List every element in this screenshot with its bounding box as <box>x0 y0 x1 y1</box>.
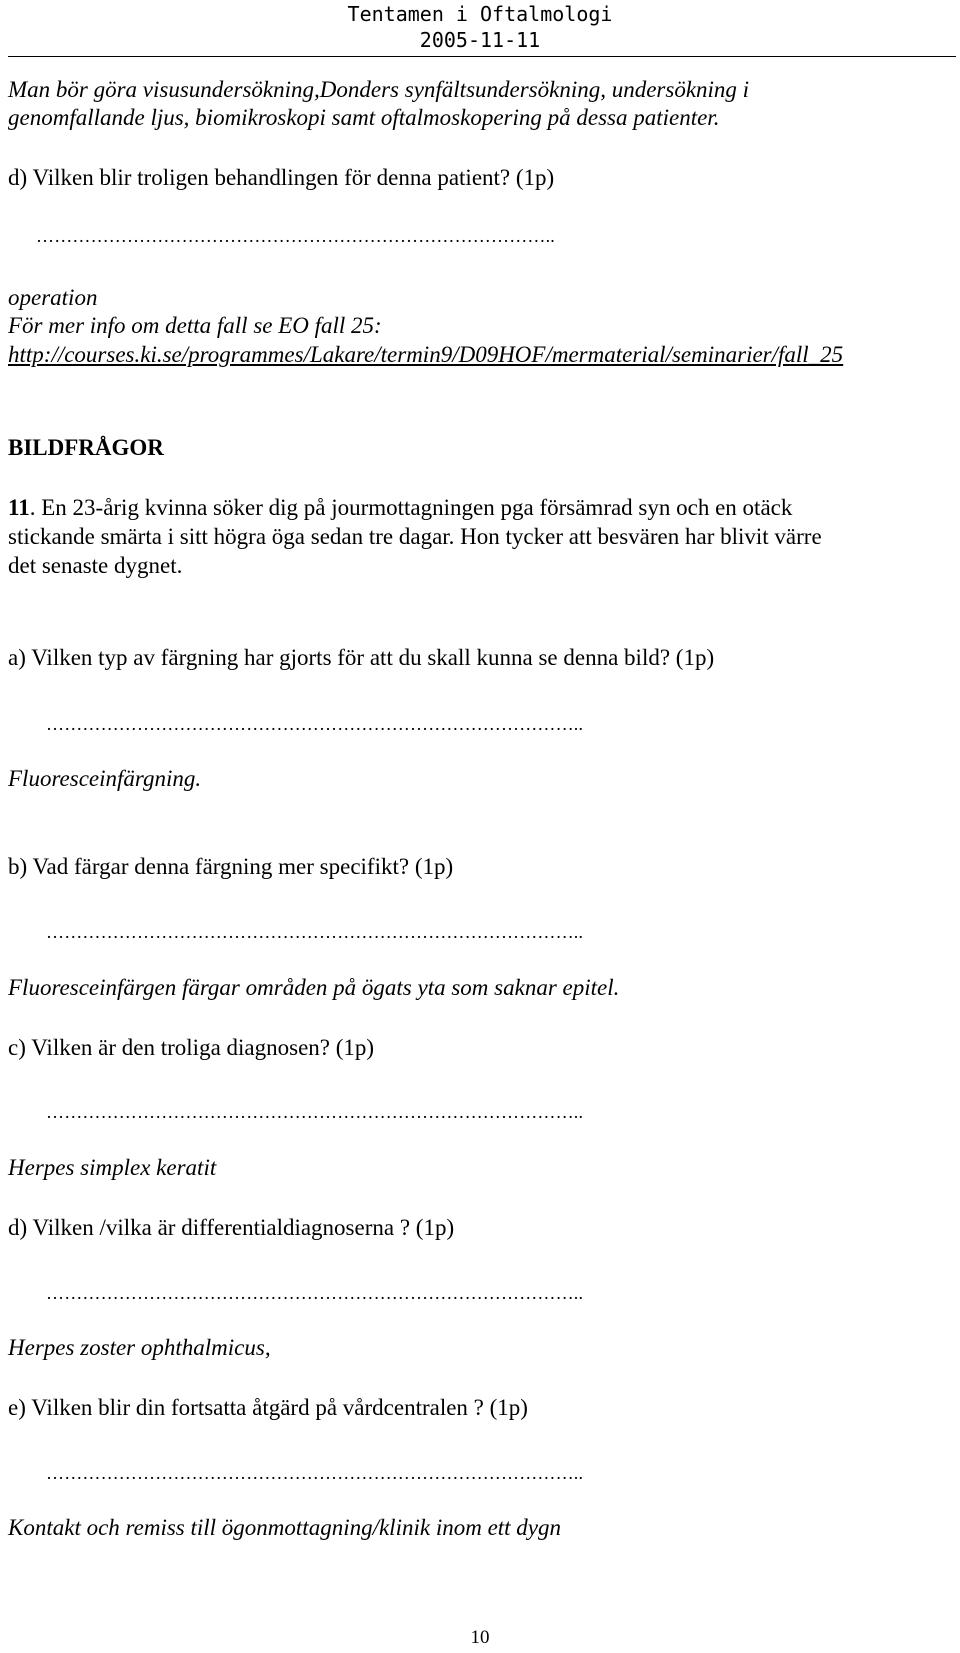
question-11c: c) Vilken är den troliga diagnosen? (1p) <box>8 1035 375 1060</box>
header-date: 2005-11-11 <box>419 28 541 52</box>
answer-dotted-line: …………………………………………………………………………….. <box>46 1102 584 1122</box>
answer-dotted-line: …………………………………………………………………………….. <box>46 1283 584 1303</box>
more-info-text: För mer info om detta fall se EO fall 25: <box>8 313 382 338</box>
answer-text-line-2: genomfallande ljus, biomikroskopi samt oftalmoskopering på dessa patienter. <box>8 105 720 130</box>
answer-11c: Herpes simplex keratit <box>8 1155 217 1180</box>
reference-link[interactable]: http://courses.ki.se/programmes/Lakare/termin9/D09HOF/mermaterial/seminarier/fall_25 <box>8 342 844 367</box>
question-11-number: 11 <box>8 495 30 520</box>
header-title: Tentamen i Oftalmologi <box>347 2 613 26</box>
page-number: 10 <box>470 1627 490 1648</box>
reference-link-wrapper <box>8 341 843 369</box>
header-divider <box>8 56 956 57</box>
answer-10d: operation <box>8 285 98 310</box>
answer-dotted-line: …………………………………………………………………………….. <box>46 1463 584 1483</box>
question-11-line-2: stickande smärta i sitt högra öga sedan tre dagar. Hon tycker att besvären har blivit värre <box>8 524 822 549</box>
section-title: BILDFRÅGOR <box>8 435 164 460</box>
answer-dotted-line: …………………………………………………………………………….. <box>46 922 584 942</box>
answer-11d: Herpes zoster ophthalmicus, <box>8 1335 271 1360</box>
answer-dotted-line: ………………………………………………………………………….. <box>36 226 555 246</box>
page-header <box>330 1 630 53</box>
answer-11e: Kontakt och remiss till ögonmottagning/klinik inom ett dygn <box>8 1515 562 1540</box>
answer-11a: Fluoresceinfärgning. <box>8 766 202 791</box>
question-11d: d) Vilken /vilka är differentialdiagnoserna ? (1p) <box>8 1215 455 1240</box>
question-11-text: . En 23-årig kvinna söker dig på jourmottagningen pga försämrad syn och en otäck <box>29 495 793 520</box>
answer-text-line-1: Man bör göra visusundersökning,Donders synfältsundersökning, undersökning i <box>8 77 750 102</box>
answer-dotted-line: …………………………………………………………………………….. <box>46 714 584 734</box>
question-11b: b) Vad färgar denna färgning mer specifikt? (1p) <box>8 854 454 879</box>
answer-11b: Fluoresceinfärgen färgar områden på ögats yta som saknar epitel. <box>8 975 620 1000</box>
question-11e: e) Vilken blir din fortsatta åtgärd på vårdcentralen ? (1p) <box>8 1395 528 1420</box>
question-11-line-3: det senaste dygnet. <box>8 553 183 578</box>
question-10d: d) Vilken blir troligen behandlingen för denna patient? (1p) <box>8 165 555 190</box>
question-11-line-1 <box>8 494 792 522</box>
question-11a: a) Vilken typ av färgning har gjorts för att du skall kunna se denna bild? (1p) <box>8 645 715 670</box>
